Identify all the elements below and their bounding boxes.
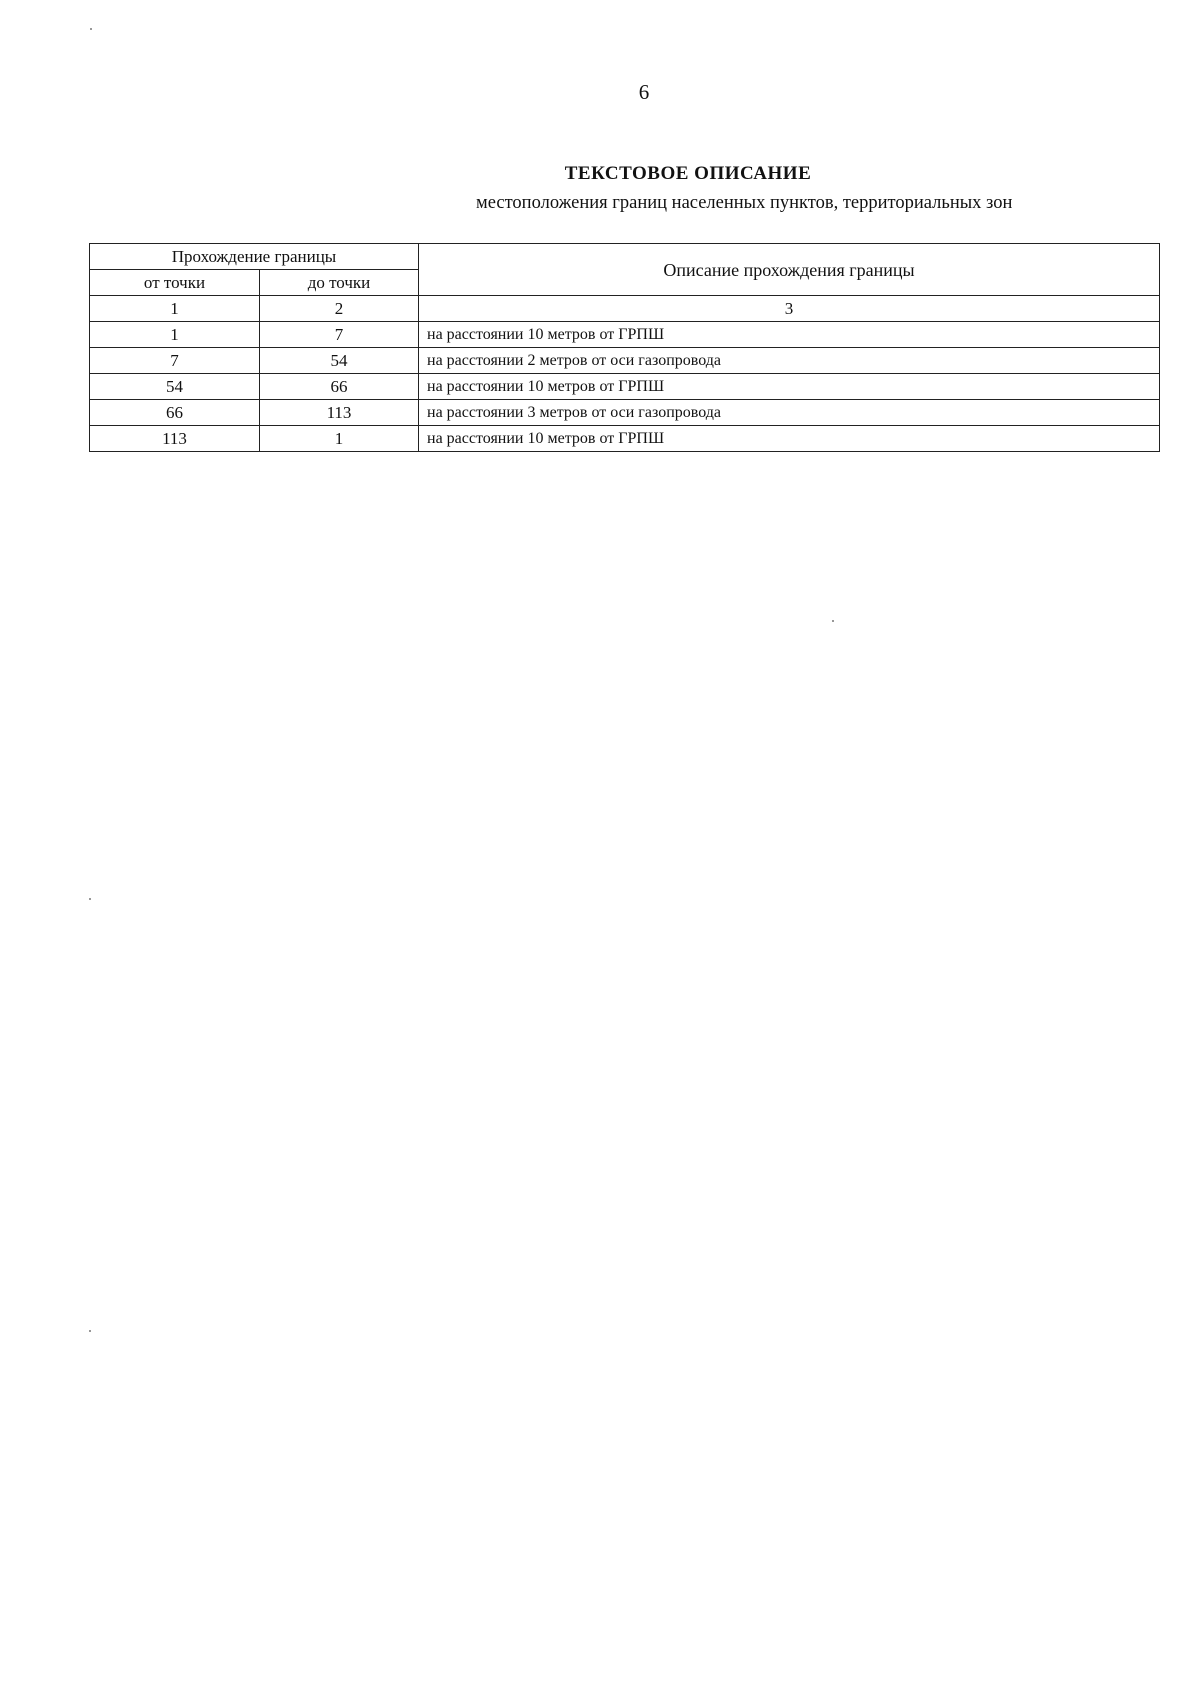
description-cell: на расстоянии 3 метров от оси газопровода <box>419 400 1160 426</box>
from-point-cell: 54 <box>90 374 260 400</box>
from-point-cell: 7 <box>90 348 260 374</box>
table-row <box>90 322 1160 348</box>
header-from-point: от точки <box>90 270 260 296</box>
from-point-cell: 66 <box>90 400 260 426</box>
description-cell: на расстоянии 10 метров от ГРПШ <box>419 426 1160 452</box>
to-point-cell: 66 <box>260 374 419 400</box>
to-point-cell: 7 <box>260 322 419 348</box>
description-cell: на расстоянии 2 метров от оси газопровода <box>419 348 1160 374</box>
group-header-boundary-passage: Прохождение границы <box>90 244 419 270</box>
table-header-row-group <box>90 244 1160 270</box>
document-subtitle: местоположения границ населенных пунктов, территориальных зон <box>476 193 1013 213</box>
to-point-cell: 113 <box>260 400 419 426</box>
table-row <box>90 374 1160 400</box>
scan-speck <box>89 898 91 900</box>
table-row <box>90 348 1160 374</box>
scan-speck <box>90 28 92 30</box>
table-row <box>90 400 1160 426</box>
description-cell: на расстоянии 10 метров от ГРПШ <box>419 374 1160 400</box>
boundary-description-table <box>89 243 1160 452</box>
column-number-2: 2 <box>260 296 419 322</box>
page-number: 6 <box>638 80 650 104</box>
from-point-cell: 113 <box>90 426 260 452</box>
table-column-numbers-row <box>90 296 1160 322</box>
column-number-1: 1 <box>90 296 260 322</box>
table-row <box>90 426 1160 452</box>
scan-speck <box>832 620 834 622</box>
to-point-cell: 1 <box>260 426 419 452</box>
document-title: ТЕКСТОВОЕ ОПИСАНИЕ <box>564 163 812 184</box>
to-point-cell: 54 <box>260 348 419 374</box>
scan-speck <box>89 1330 91 1332</box>
description-cell: на расстоянии 10 метров от ГРПШ <box>419 322 1160 348</box>
from-point-cell: 1 <box>90 322 260 348</box>
column-number-3: 3 <box>419 296 1160 322</box>
header-boundary-description: Описание прохождения границы <box>419 244 1160 296</box>
header-to-point: до точки <box>260 270 419 296</box>
